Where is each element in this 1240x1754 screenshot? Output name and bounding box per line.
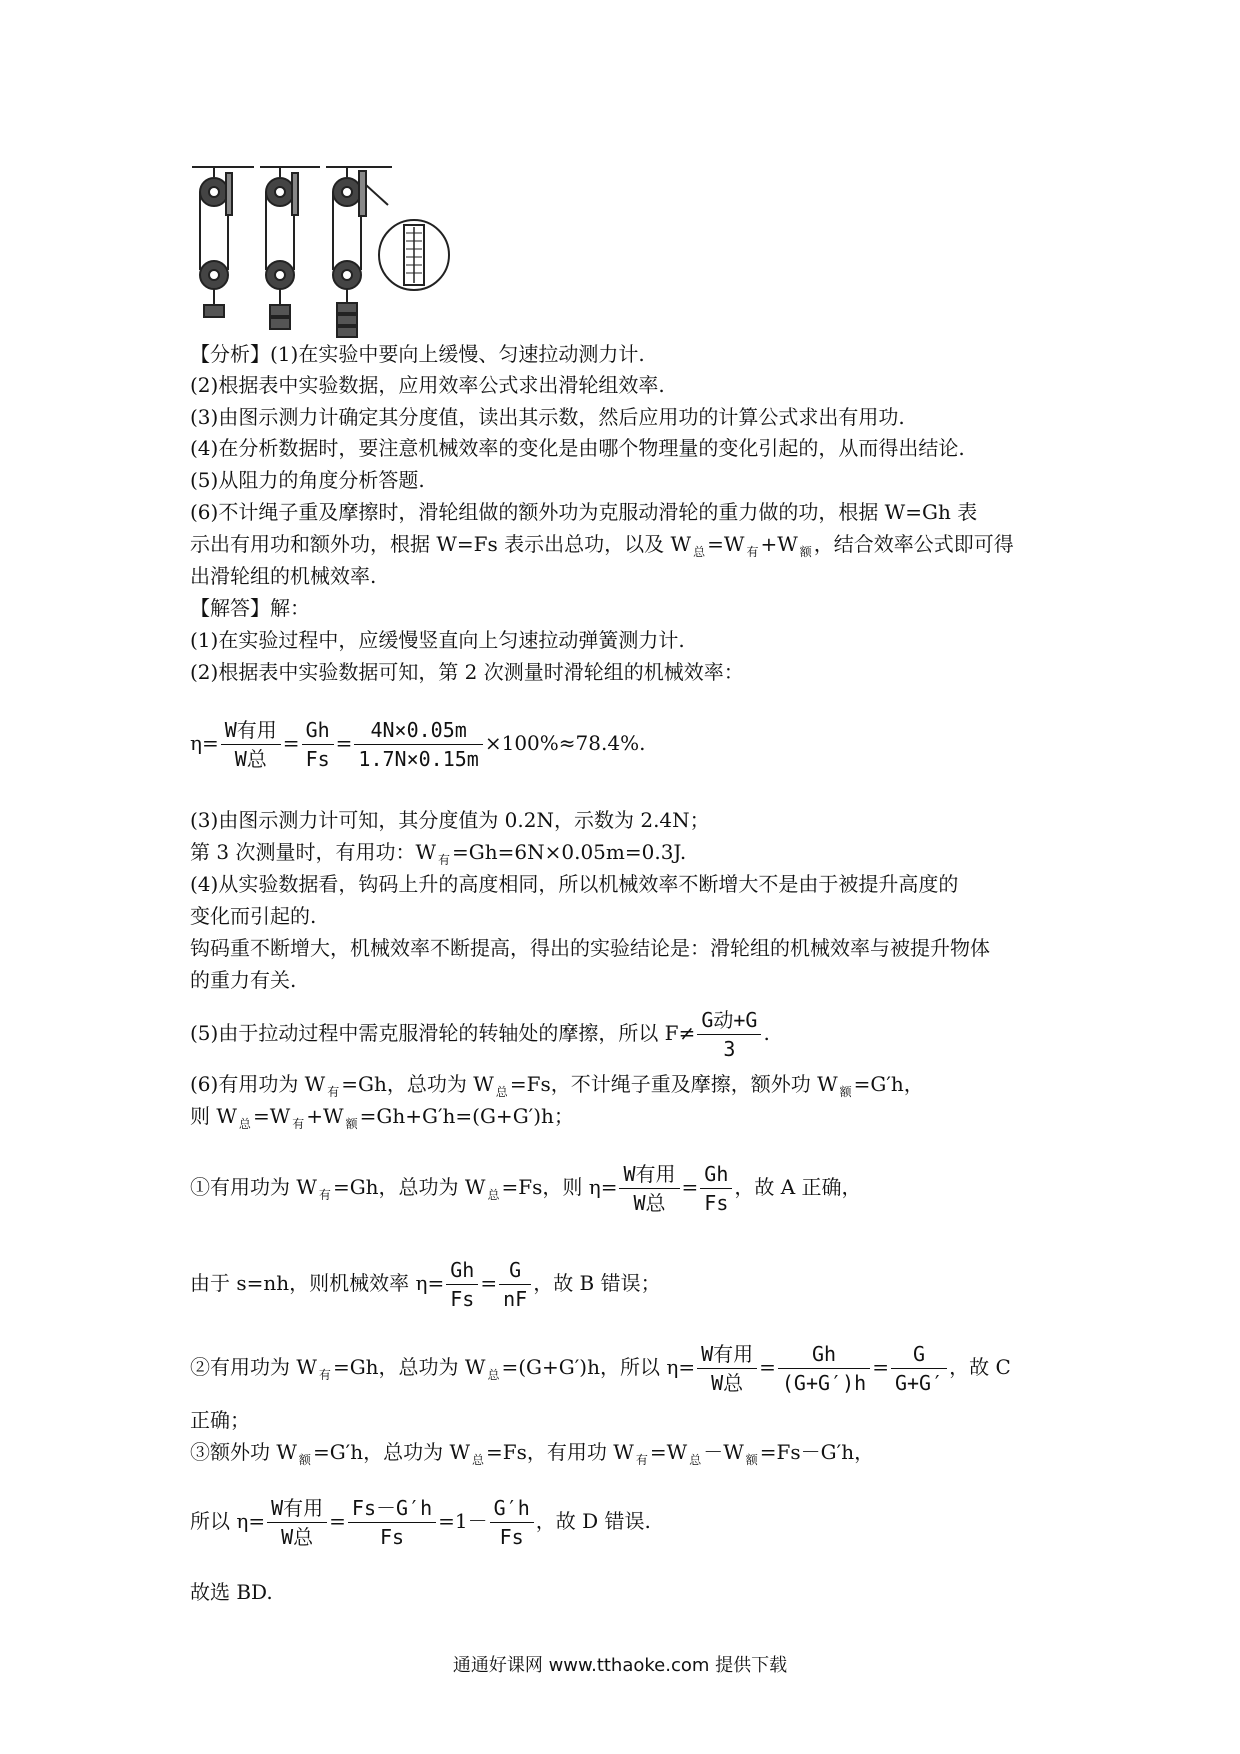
analysis-line-6: (6)不计绳子重及摩擦时，滑轮组做的额外功为克服动滑轮的重力做的功，根据 W=Gh 表 bbox=[190, 500, 978, 524]
solution-line-2: (2)根据表中实验数据可知，第 2 次测量时滑轮组的机械效率： bbox=[190, 660, 744, 684]
pulley-experiment-figure bbox=[192, 155, 452, 340]
analysis-line-2: (2)根据表中实验数据，应用效率公式求出滑轮组效率. bbox=[190, 373, 665, 397]
final-answer: 故选 BD. bbox=[190, 1580, 273, 1604]
footer-text: 通通好课网 www.tthaoke.com 提供下载 bbox=[452, 1655, 788, 1676]
solution-line-10: (6)有用功为 W $_有$ =Gh，总功为 W $_总$ =Fs，不计绳子重及摩擦，额外功 W $_额$ =G′h， bbox=[190, 1072, 924, 1099]
choice-c-line-cont: 正确； bbox=[190, 1408, 250, 1432]
analysis-line-7: 示出有用功和额外功，根据 W=Fs 表示出总功，以及 W $_总$ =W $_有$ +W $_额$ ，结合效率公式即可得 bbox=[190, 532, 1014, 559]
analysis-line-3: (3)由图示测力计确定其分度值，读出其示数，然后应用功的计算公式求出有用功. bbox=[190, 405, 905, 429]
solution-line-9: (5)由于拉动过程中需克服滑轮的转轴处的摩擦，所以 F≠ $\frac{\text{G动+G}}{3}$ . bbox=[190, 1008, 770, 1061]
solution-line-7: 钩码重不断增大，机械效率不断提高，得出的实验结论是：滑轮组的机械效率与被提升物体 bbox=[190, 936, 990, 960]
efficiency-formula-2: η= $\frac{\text{W有用}}{\text{W总}}$ = $\frac{Gh}{Fs}$ = $\frac{4N\times 0.05m}{1.7N\times 0.15m}$ ×100%≈78.4%. bbox=[190, 718, 646, 771]
analysis-line-5: (5)从阻力的角度分析答题. bbox=[190, 468, 425, 492]
solution-line-8: 的重力有关. bbox=[190, 968, 297, 992]
solution-line-4: 第 3 次测量时，有用功：W $_有$ =Gh=6N×0.05m=0.3J. bbox=[190, 840, 687, 867]
analysis-line-1: 【分析】(1)在实验中要向上缓慢、匀速拉动测力计. bbox=[190, 342, 645, 366]
solution-line-6: 变化而引起的. bbox=[190, 904, 317, 928]
solution-line-3: (3)由图示测力计可知，其分度值为 0.2N，示数为 2.4N； bbox=[190, 808, 710, 832]
choice-c-line: ②有用功为 W $_有$ =Gh，总功为 W $_总$ =(G+G′)h，所以 η= $\frac{\text{W有用}}{\text{W总}}$ = $\frac{Gh}{(G+G')h}$ = $\frac{G}{G+G'}$ ，故 C bbox=[190, 1342, 1011, 1395]
analysis-line-4: (4)在分析数据时，要注意机械效率的变化是由哪个物理量的变化引起的，从而得出结论. bbox=[190, 436, 965, 460]
choice-a-line: ①有用功为 W $_有$ =Gh，总功为 W $_总$ =Fs，则 η= $\frac{\text{W有用}}{\text{W总}}$ = $\frac{Gh}{Fs}$ ，故 A 正确， bbox=[190, 1162, 862, 1215]
solution-heading: 【解答】解： bbox=[190, 596, 310, 620]
choice-d-line-1: ③额外功 W $_额$ =G′h，总功为 W $_总$ =Fs，有用功 W $_有$ =W $_总$ －W $_额$ =Fs－G′h， bbox=[190, 1440, 875, 1467]
solution-line-11: 则 W $_总$ =W $_有$ +W $_额$ =Gh+G′h=(G+G′)h； bbox=[190, 1104, 574, 1131]
solution-line-1: (1)在实验过程中，应缓慢竖直向上匀速拉动弹簧测力计. bbox=[190, 628, 685, 652]
choice-b-line: 由于 s=nh，则机械效率 η= $\frac{Gh}{Fs}$ = $\frac{G}{nF}$ ，故 B 错误； bbox=[190, 1258, 661, 1311]
analysis-line-8: 出滑轮组的机械效率. bbox=[190, 564, 377, 588]
fraction-values: $\frac{4N\times 0.05m}{1.7N\times 0.15m}$ bbox=[354, 716, 482, 773]
solution-line-5: (4)从实验数据看，钩码上升的高度相同，所以机械效率不断增大不是由于被提升高度的 bbox=[190, 872, 959, 896]
fraction-force: $\frac{\text{G动+G}}{3}$ bbox=[697, 1006, 761, 1063]
fraction-gh-fs: $\frac{Gh}{Fs}$ bbox=[302, 716, 334, 773]
choice-d-line-2: 所以 η= $\frac{\text{W有用}}{\text{W总}}$ = $\frac{Fs-G'h}{Fs}$ =1－ $\frac{G'h}{Fs}$ ，故 D 错误. bbox=[190, 1496, 651, 1549]
fraction-w-useful-w-total: $\frac{\text{W有用}}{\text{W总}}$ bbox=[221, 716, 281, 773]
